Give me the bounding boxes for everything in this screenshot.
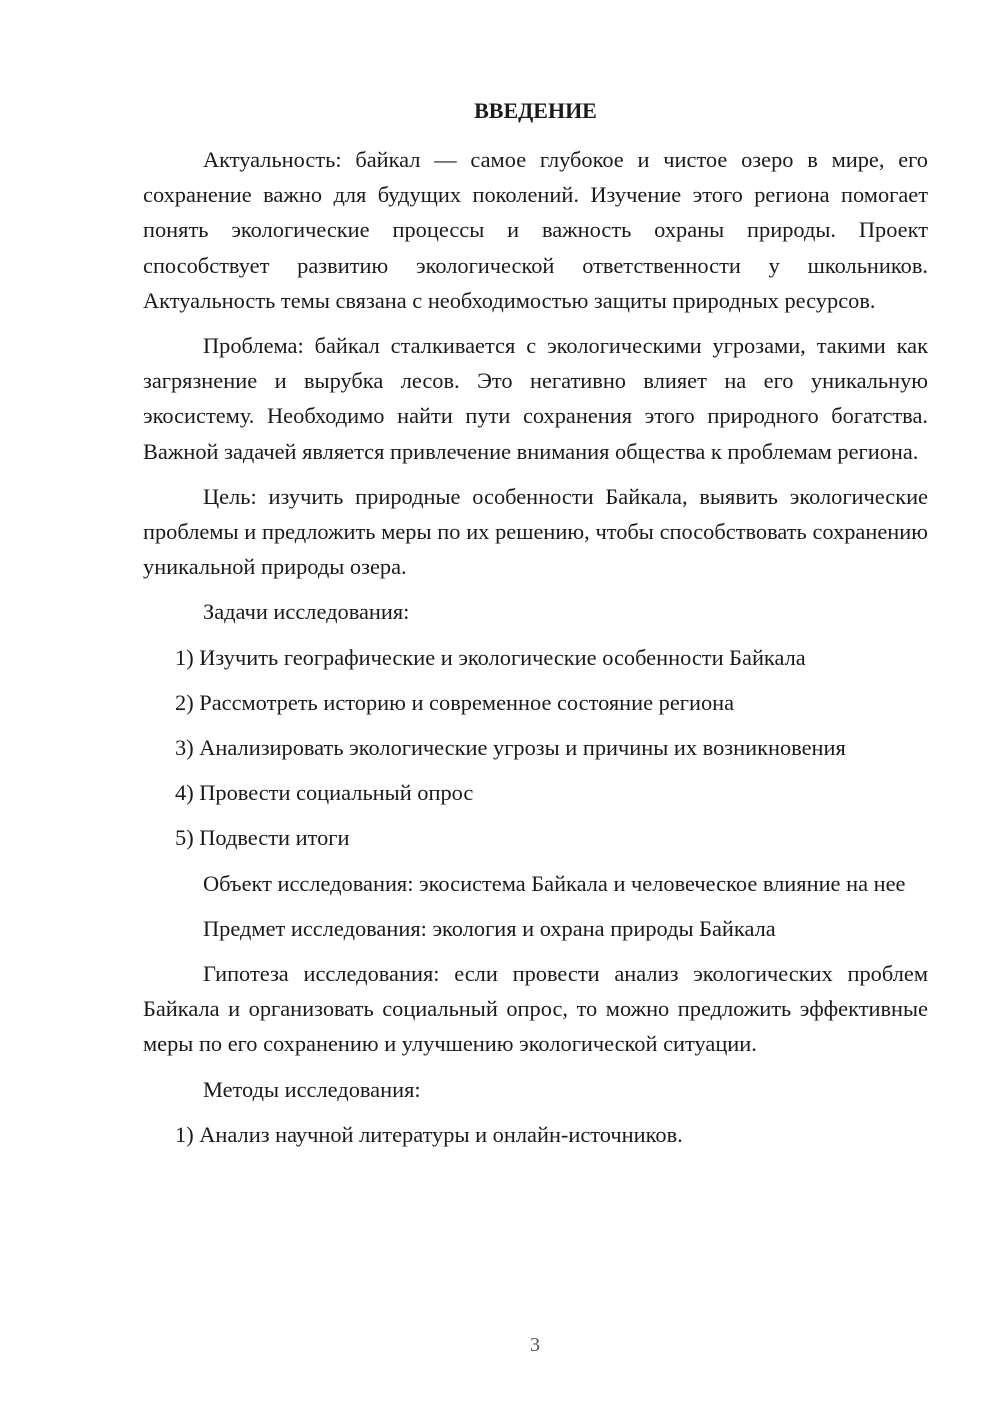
page-number: 3 [530, 1334, 540, 1356]
paragraph-goal: Цель: изучить природные особенности Байкала, выявить экологические проблемы и предложить меры по их решению, чтобы способствовать сохранению уникальной природы озера. [143, 483, 928, 580]
methods-heading: Методы исследования: [203, 1076, 421, 1102]
task-item-4: 4) Провести социальный опрос [175, 780, 474, 806]
paragraph-problem: Проблема: байкал сталкивается с экологическими угрозами, такими как загрязнение и вырубка лесов. Это негативно влияет на его уникальную экосистему. Необходимо найти пути сохранения этого природного богатства. Важной задачей является привлечение внимания общества к проблемам региона. [143, 333, 928, 464]
tasks-heading: Задачи исследования: [203, 599, 410, 625]
paragraph-hypothesis: Гипотеза исследования: если провести анализ экологических проблем Байкала и организовать социальный опрос, то можно предложить эффективные меры по его сохранению и улучшению экологической ситуации. [143, 961, 928, 1057]
task-item-5: 5) Подвести итоги [175, 825, 350, 851]
document-body [143, 142, 928, 1162]
method-item-1: 1) Анализ научной литературы и онлайн-источников. [175, 1121, 683, 1147]
paragraph-subject: Предмет исследования: экология и охрана природы Байкала [203, 915, 776, 941]
task-item-2: 2) Рассмотреть историю и современное состояние региона [175, 689, 735, 715]
paragraph-relevance: Актуальность: байкал — самое глубокое и чистое озеро в мире, его сохранение важно для будущих поколений. Изучение этого региона помогает понять экологические процессы и важность охраны природы. Проект способствует развитию экологической ответственности у школьников. Актуальность темы связана с необходимостью защиты природных ресурсов. [143, 147, 928, 313]
task-item-1: 1) Изучить географические и экологические особенности Байкала [175, 644, 806, 670]
task-item-3: 3) Анализировать экологические угрозы и причины их возникновения [175, 735, 846, 761]
paragraph-object: Объект исследования: экосистема Байкала и человеческое влияние на нее [203, 870, 906, 896]
page-title: ВВЕДЕНИЕ [474, 98, 597, 123]
